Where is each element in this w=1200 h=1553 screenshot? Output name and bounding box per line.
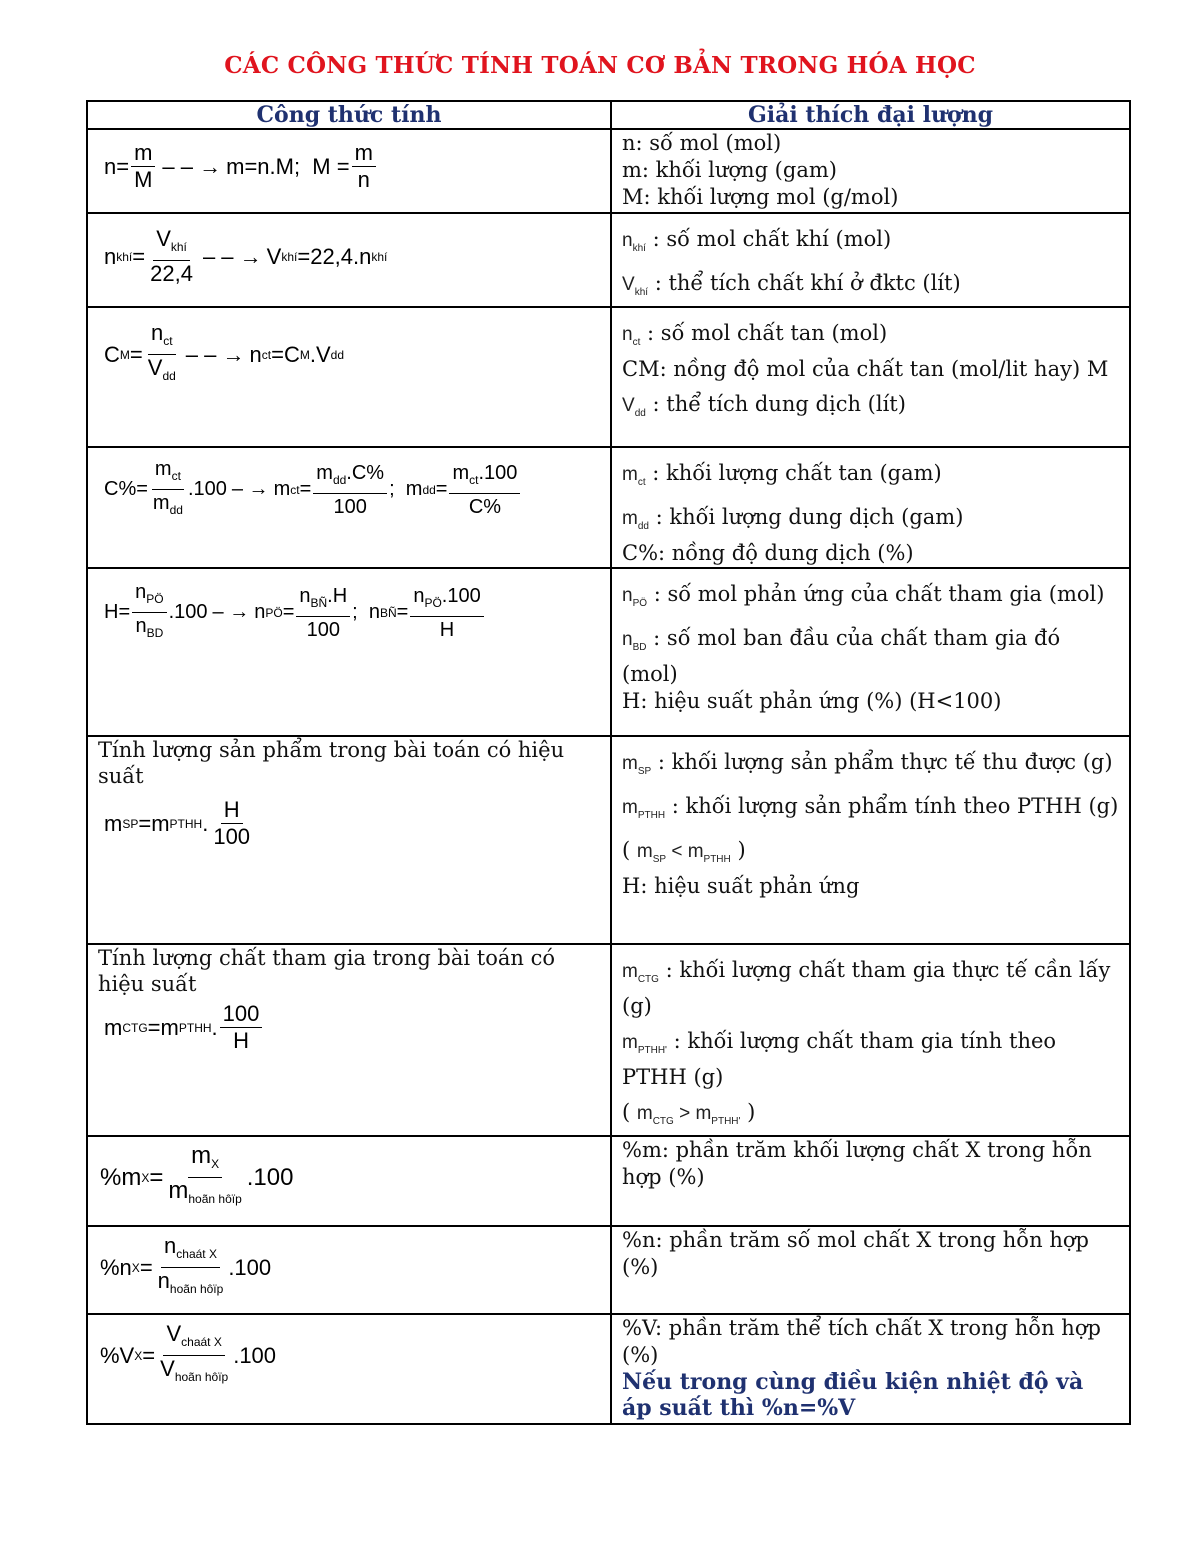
formula-gas: n khí = $\frac{V_{khí}}{22,4}$ – – → V khí =22,4.n khí: [104, 226, 388, 286]
formula-mass-percent: %m X = $\frac{m_X}{m_{hoãn hôïp}}$ .100: [100, 1142, 294, 1206]
table-row: [87, 736, 1130, 944]
explain-line: H: hiệu suất phản ứng: [622, 874, 860, 898]
formula-yield: H= $\frac{n_{PÖ}}{n_{BD}}$ .100 – → n PÖ = $\frac{n_{BÑ}.H}{100}$ ; n BÑ = $\frac{n_{PÖ}.100}{H}$: [104, 579, 486, 646]
formula-product-yield: m SP =m PTHH . $\frac{H}{100}$: [104, 797, 251, 849]
explain-line: : khối lượng dung dịch (gam): [655, 505, 964, 529]
formula-cell: [87, 447, 611, 568]
explain-line: : thể tích chất khí ở đktc (lít): [654, 271, 961, 295]
formula-cell: [87, 307, 611, 447]
symbol-m-sp: $m_{SP}$: [622, 753, 652, 777]
symbol-v-khi: $V_{khí}$: [622, 274, 649, 298]
explanation-cell: [611, 1136, 1130, 1226]
symbol-n-bd: $n_{BD}$: [622, 629, 647, 653]
explanation-cell: [611, 1314, 1130, 1424]
symbol-n-po: $n_{PÖ}$: [622, 585, 648, 609]
formula-table: [86, 100, 1131, 1425]
formula-mol-percent: %n X = $\frac{n_{chaát X}}{n_{hoãn hôïp}}$ .100: [100, 1233, 272, 1296]
formula-cell: [87, 944, 611, 1136]
explain-line: H: hiệu suất phản ứng (%) (H<100): [622, 689, 1002, 713]
explain-line: CM: nồng độ mol của chất tan (mol/lit hay) M: [622, 357, 1109, 381]
formula-cell: [87, 1136, 611, 1226]
formula-cell: [87, 213, 611, 307]
explain-line: C%: nồng độ dung dịch (%): [622, 541, 914, 565]
explain-line: M: khối lượng mol (g/mol): [622, 185, 899, 209]
explain-line: : số mol phản ứng của chất tham gia (mol): [653, 582, 1105, 606]
explanation-cell: [611, 307, 1130, 447]
formula-cell: [87, 736, 611, 944]
formula-cell: [87, 1314, 611, 1424]
explain-line: : khối lượng chất tham gia thực tế cần lấy (g): [622, 958, 1111, 1018]
symbol-m-pthh: $m_{PTHH}$: [622, 797, 666, 821]
table-row: [87, 568, 1130, 736]
explain-line: : khối lượng sản phẩm tính theo PTHH (g): [671, 794, 1119, 818]
table-row: [87, 307, 1130, 447]
table-row: [87, 1314, 1130, 1424]
inequality-sp-pthh: ( $m_{SP} < m_{PTHH}$ ): [622, 838, 746, 865]
explain-line: %m: phần trăm khối lượng chất X trong hỗn hợp (%): [622, 1138, 1092, 1189]
formula-cell: [87, 129, 611, 213]
table-row: [87, 1136, 1130, 1226]
explanation-cell: [611, 1226, 1130, 1314]
page-title: CÁC CÔNG THỨC TÍNH TOÁN CƠ BẢN TRONG HÓA HỌC: [224, 52, 976, 79]
explain-line: : khối lượng chất tham gia tính theo PTHH (g): [622, 1029, 1057, 1089]
table-row: [87, 1226, 1130, 1314]
symbol-m-dd: $m_{dd}$: [622, 508, 649, 532]
formula-percent-concentration: C%= $\frac{m_{ct}}{m_{dd}}$ .100 – → m ct = $\frac{m_{dd}.C\%}{100}$ ; m dd = $\frac{m_{ct}.100}{C\%}$: [104, 456, 522, 523]
explanation-cell: [611, 129, 1130, 213]
explain-line: %n: phần trăm số mol chất X trong hỗn hợp (%): [622, 1228, 1089, 1279]
explain-line: : số mol chất khí (mol): [652, 227, 892, 251]
symbol-m-ct: $m_{ct}$: [622, 464, 646, 488]
explanation-cell: [611, 447, 1130, 568]
explanation-cell: [611, 213, 1130, 307]
explanation-cell: [611, 736, 1130, 944]
table-row: [87, 447, 1130, 568]
formula-reactant-yield: m CTG =m PTHH . $\frac{100}{H}$: [104, 1001, 264, 1054]
explain-line: m: khối lượng (gam): [622, 158, 837, 182]
explain-line: : số mol ban đầu của chất tham gia đó (mol): [622, 626, 1061, 686]
formula-cell: [87, 568, 611, 736]
symbol-m-pthh: $m_{PTHH'}$: [622, 1032, 667, 1056]
formula-cell: [87, 1226, 611, 1314]
explain-line: : khối lượng chất tan (gam): [652, 461, 942, 485]
formula-description: Tính lượng chất tham gia trong bài toán có hiệu suất: [98, 946, 555, 996]
formula-description: Tính lượng sản phẩm trong bài toán có hiệu suất: [98, 738, 565, 788]
explanation-cell: [611, 944, 1130, 1136]
table-row: [87, 944, 1130, 1136]
header-formula: Công thức tính: [87, 101, 611, 129]
header-explanation: Giải thích đại lượng: [611, 101, 1130, 129]
explain-line: : số mol chất tan (mol): [647, 321, 888, 345]
symbol-n-ct: $n_{ct}$: [622, 324, 641, 348]
explanation-cell: [611, 568, 1130, 736]
formula-mol: n= $\frac{m}{M}$ – – → m=n.M; M = $\frac{m}{n}$: [104, 140, 378, 193]
formula-molarity: C M = $\frac{n_{ct}}{V_{dd}}$ – – → n ct =C M .V dd: [104, 320, 344, 383]
symbol-v-dd: $V_{dd}$: [622, 395, 646, 419]
explain-line: : khối lượng sản phẩm thực tế thu được (g): [657, 750, 1113, 774]
table-header-row: [87, 101, 1130, 129]
symbol-n-khi: $n_{khí}$: [622, 230, 646, 254]
formula-volume-percent: %V X = $\frac{V_{chaát X}}{V_{hoãn hôïp}}$ .100: [100, 1321, 277, 1384]
table-row: [87, 213, 1130, 307]
highlight-note: Nếu trong cùng điều kiện nhiệt độ và áp suất thì %n=%V: [622, 1369, 1084, 1421]
explain-line: : thể tích dung dịch (lít): [652, 392, 906, 416]
symbol-m-ctg: $m_{CTG}$: [622, 961, 659, 985]
table-row: [87, 129, 1130, 213]
explain-line: n: số mol (mol): [622, 131, 782, 155]
explain-line: %V: phần trăm thể tích chất X trong hỗn hợp (%): [622, 1316, 1101, 1367]
inequality-ctg-pthh: ( $m_{CTG} > m_{PTHH'}$ ): [622, 1100, 756, 1127]
